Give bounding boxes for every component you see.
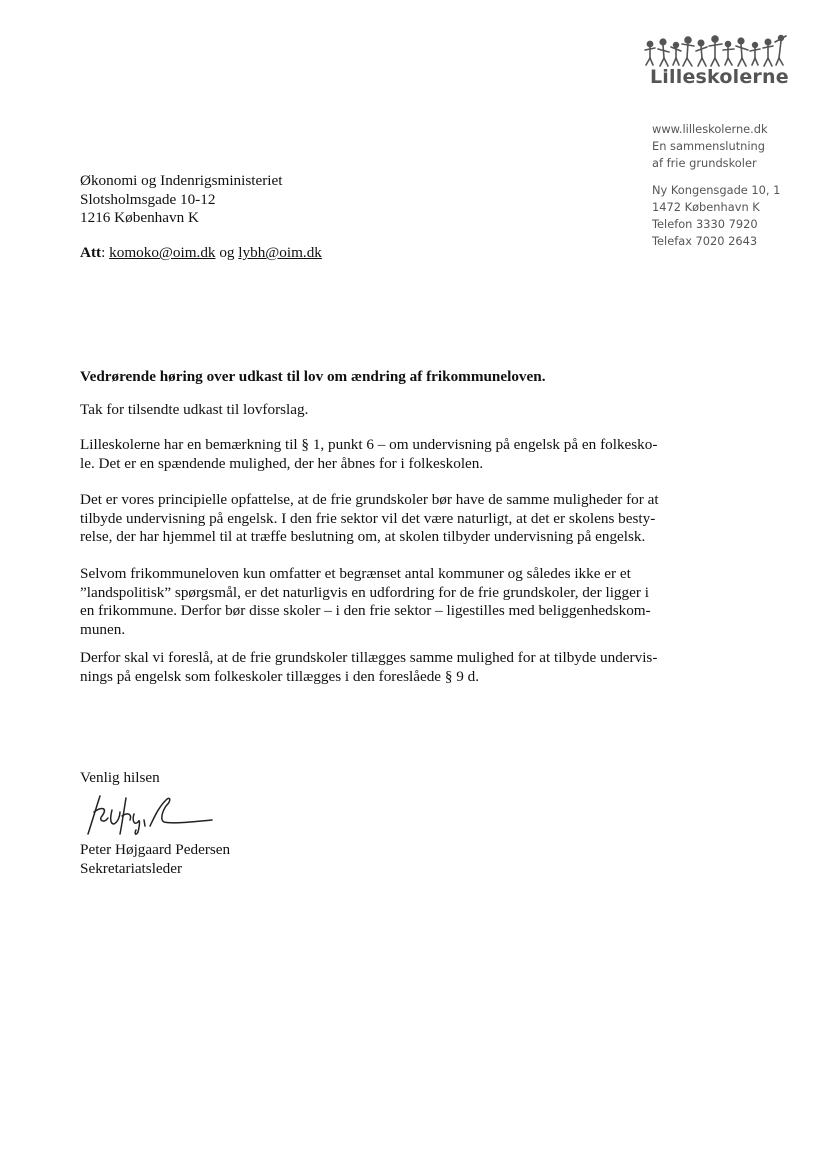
logo-wordmark: Lilleskolerne [650,66,789,88]
att-label: Att [80,244,102,261]
sender-website-block [652,121,768,172]
sender-website[interactable]: www.lilleskolerne.dk [652,122,768,136]
email-link-komoko[interactable]: komoko@oim.dk [109,244,216,261]
signer-block [80,841,230,878]
recipient-city: 1216 København K [80,209,199,226]
paragraph-3 [80,491,670,547]
sender-address-block [652,182,780,250]
closing-greeting: Venlig hilsen [80,769,160,786]
paragraph-line: Det er vores principielle opfattelse, at de frie grundskoler bør have de samme muligheder for at [80,491,659,508]
recipient-street: Slotsholmsgade 10-12 [80,190,216,208]
recipient-name: Økonomi og Indenrigsministeriet [80,172,283,189]
handwritten-signature [82,790,217,840]
paragraph-5 [80,649,670,686]
sender-tagline-1: En sammenslutning [652,139,765,153]
paragraph-line: Selvom frikommuneloven kun omfatter et begrænset antal kommuner og således ikke er et [80,565,631,582]
sender-phone: Telefon 3330 7920 [652,217,758,231]
sender-fax: Telefax 7020 2643 [652,234,758,248]
att-colon: : [101,244,110,261]
paragraph-line: Derfor skal vi foreslå, at de frie grundskoler tillægges samme mulighed for at tilbyde undervis- [80,649,658,666]
recipient-address [80,172,282,228]
paragraph-line: ”landspolitisk” spørgsmål, er det naturligvis en udfordring for de frie grundskoler, der ligger i [80,583,649,601]
sender-city: 1472 København K [652,200,760,214]
paragraph-line: le. Det er en spændende mulighed, der her åbnes for i folkeskolen. [80,454,484,472]
paragraph-line: Tak for tilsendte udkast til lovforslag. [80,401,309,418]
lilleskolerne-logo [640,28,790,92]
signer-title: Sekretariatsleder [80,859,183,877]
paragraph-line: en frikommune. Derfor bør disse skoler – i den frie sektor – ligestilles med beliggenhedskom- [80,602,651,619]
paragraph-1 [80,401,670,420]
paragraph-line: munen. [80,620,126,638]
att-connector: og [215,244,239,261]
children-figures-icon [642,34,787,68]
attention-line [80,244,322,263]
paragraph-line: Lilleskolerne har en bemærkning til § 1, punkt 6 – om undervisning på engelsk på en folkesko- [80,436,658,453]
email-link-lybh[interactable]: lybh@oim.dk [238,244,322,261]
paragraph-2 [80,436,670,473]
paragraph-4 [80,565,670,639]
sender-tagline-2: af frie grundskoler [652,156,757,170]
paragraph-line: nings på engelsk som folkeskoler tillægges i den foreslåede § 9 d. [80,667,480,685]
sender-street: Ny Kongensgade 10, 1 [652,183,781,197]
paragraph-line: tilbyde undervisning på engelsk. I den frie sektor vil det være naturligt, at det er skolens besty- [80,509,656,527]
letter-subject: Vedrørende høring over udkast til lov om ændring af frikommuneloven. [80,368,546,385]
signer-name: Peter Højgaard Pedersen [80,841,231,858]
paragraph-line: relse, der har hjemmel til at træffe beslutning om, at skolen tilbyder undervisning på engelsk. [80,528,646,545]
